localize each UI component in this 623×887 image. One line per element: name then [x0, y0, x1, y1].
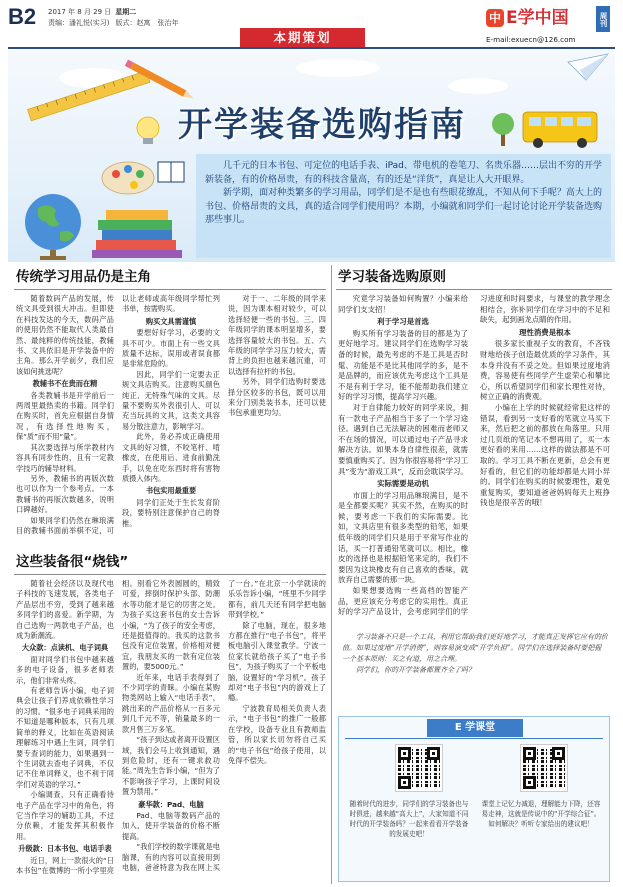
dateline	[48, 8, 136, 17]
paragraph: 除了电脑，现在，很多地方都在推行“电子书包”，将平板电脑引入课堂教学。宁波一位家长就给孩子买了“电子书包”，为孩子购买了一个平板电脑，设置好的“学习机”。孩子却对“电子书包”内的游戏上了瘾。	[228, 620, 326, 703]
title-book-icon	[158, 162, 184, 182]
subheading: 利于学习是首选	[377, 317, 429, 327]
paragraph: 有老师告诉小编，电子词典会让孩子们养成依赖性学习的习惯。“很多电子词典采用的不知道是哪种版本，只有几项简单的释义，比如在英语阅读理解练习中遇上生词，同学们要专查词的能力，如果遇到一个生词就去查电子词典，不仅记不住单词释义，也不利于同学们对英语的学习。”	[16, 686, 114, 789]
paragraph: 此外，务必养成正确使用文具的好习惯，不咬笔杆、啃橡皮，在使用后、进食前勤洗手，以免在吃东西时将有害物质摄入体内。	[122, 432, 220, 483]
paragraph: 另外，教辅书的再版次数也可以作为一个参考点。一本教辅书的再版次数越多，说明口碑越好。	[16, 473, 114, 515]
e-class-rule	[345, 738, 603, 739]
article-expensive-gear	[16, 579, 326, 882]
closing-question: 同学们，你的开学装备都置齐全了吗？	[356, 666, 475, 674]
e-class-box	[338, 716, 610, 882]
intro-paragraph: 几千元的日本书包、可定位的电话手表、iPad、带电机的卷笔刀、名贵乐器……层出不穷的开学新装备，有的价格昂贵，有的科技含量高，有的还是“洋货”，真是让人大开眼界。	[205, 161, 602, 185]
paragraph: 对于一、二年级的同学来说，因为课本相对较少，可以选择轻便一些的书包。三、四年级同学的课本明显增多，要选择容量较大的书包。五、六年级的同学学习压力较大，需背上的负担也越来越沉重，可以选择有拉杆的书包。	[228, 294, 326, 376]
header-rule	[8, 47, 615, 49]
page-number: B2	[8, 4, 37, 29]
e-class-title: E 学课堂	[427, 719, 523, 737]
paragraph: 另外，同学们选购时要选择分区较多的书包，既可以用来分门别类装书本，还可以使书包承重更均匀。	[228, 377, 326, 418]
tree-icon	[492, 113, 514, 146]
qr-code-icon	[396, 745, 442, 791]
closing-paragraph: 学习装备不只是一个工具，利用它帮助我们更好地学习，才能真正发挥它应有的价值。如果过度地“开学消费”，则容易演变成“开学负担”。同学们在选择装备时要把握一个基本原则：买之有道，用之合理。	[342, 633, 608, 663]
qr-code-icon	[521, 745, 567, 791]
closing-note	[342, 632, 608, 712]
paragraph: 究竟学习装备如何购置？小编来给同学们支支招！	[338, 294, 468, 314]
subheading: 教辅书不在贵而在精	[32, 379, 98, 389]
light-bulb-icon	[137, 117, 159, 144]
contact-email: E-mail:exuecn@126.com	[486, 35, 576, 44]
paragraph: Pad、电脑等数码产品的加入，使开学装备的价格不断提高。	[122, 810, 220, 841]
paragraph: 近日，网上一款很火的“日本书包”在微博的一所小学里亮相。别看它外表圆圆的，精致可爱，摔倒时保护头部、防潮水等功能才是它的厉害之处。为孩子买这套书包的女士告诉小编，“为了孩子的安全考虑，还是挺值得的。我买的这款书包没有定位装置，价格相对便宜，我朋友买的一款有定位装置的，要5000元。”	[16, 579, 220, 875]
paragraph: 其次要选择与所学教材内容具有同步性的，且有一定教学技巧的辅导材料。	[16, 442, 114, 473]
qr-finder	[523, 747, 536, 760]
palette-icon	[102, 162, 154, 194]
section-rule	[14, 574, 326, 575]
paragraph: 随着数码产品的发展，传统文具受到很大冲击。但即使在科技发达的今天，数码产品的使用仍然不能取代人类最自然、最纯粹的传统技能，教辅书、文具依旧是开学装备中的主角。那么开学前夕，我们应该如何挑选呢？	[16, 294, 114, 376]
subheading: 书包实用最重要	[145, 486, 197, 496]
paper-plane-icon	[568, 54, 608, 80]
credit-line	[48, 19, 178, 28]
school-bus-icon	[523, 112, 597, 148]
subheading: 豪华款：Pad、电脑	[138, 799, 204, 809]
subheading: 升级款：日本书包、电话手表	[18, 844, 112, 854]
paragraph: 购买所有学习装备的目的都是为了更好地学习。建议同学们在选购学习装备的时候，最先考虑的不是工具是否时髦、功能是不是比其他同学的多，是不是品牌的，而应该优先考虑这个工具是不是有利于学习，能不能帮助我们建立好的学习习惯，提高学习兴趣。	[338, 328, 468, 402]
section-title-principles: 学习装备选购原则	[338, 269, 446, 285]
cloud-icon	[296, 59, 380, 77]
paragraph: 要想好好学习，必要的文具不可少。市面上有一些文具质量不达标，误用或者误食都是非常危险的。	[122, 328, 220, 369]
paragraph: 小编调查，只有正确看待电子产品在学习中的角色，将它当作学习的辅助工具，不过分依赖，才能发挥其积极作用。	[16, 790, 114, 841]
paragraph: 如果想要选购一些高档的智能产品，更应该充分考虑它的实用性。真正好的学习产品设计，会考虑同学们的学习进度和时间要求，与课堂的教学理念相结合，弥补同学们在学习中的不足和缺失，起到画龙点睛的作用。	[338, 294, 610, 617]
subheading: 购买文具需谨慎	[145, 316, 197, 326]
qr-finder	[398, 747, 411, 760]
paragraph: 市面上的学习用品琳琅满目，是不是全都要买呢？其实不然，在购买的时候，要考虑一下我们的实际需要。比如，文具店里有很多类型的铅笔，如果低年级的同学们只是用于平常写作业的话，买一打普通铅笔就可以。相比，橡皮的选择也是根据铅笔来定的，我们不要因为这块橡皮有自己喜欢的香味，就放弃自己需要的那一块。	[338, 490, 468, 585]
article-traditional	[16, 294, 326, 544]
e-class-caption-right: 课堂上记忆力减退，理解能力下降，还容易走神，这就是传说中的“开学综合征”。如何解决？听听专家给出的建议吧！	[481, 800, 601, 828]
layout-credit: 版式：赵寓 张治年	[115, 19, 179, 27]
qr-finder	[427, 747, 440, 760]
section-rule	[336, 289, 612, 290]
page-headline: 开学装备选购指南	[178, 105, 466, 145]
issue-weekday: 星期二	[115, 8, 137, 16]
subheading: 理性消费是根本	[519, 327, 571, 337]
cloud-icon	[448, 78, 508, 94]
paragraph: 宁波教育局相关负责人表示，“电子书包”的推广一般都在学校，设备专业且有教师监管，所以家长切勿将自己买的“电子书包”给孩子使用，以免得不偿失。	[228, 703, 326, 765]
paragraph: 小编在上学的时候就经常犯这样的错误，看到另一支好看的笔就立马买下来，然后把之前的都放在角落里。只用过几页纸的笔记本不想再用了，买一本更好看的来用……这样的做法都是不可取的。学习工具不断在更新，总会有更好看的，但它们的功能却都是大同小异的。同学们在购买的时候要理性，避免重复购买，要知道爸爸妈妈每天上班挣钱也是很辛苦的哦！	[480, 402, 610, 508]
qr-finder	[552, 747, 565, 760]
paragraph: “我们学校的数学课就是电脑课，有的内容可以直接用到电脑，爸爸特意为我在网上买了一台。”在北京一小学就读的乐乐告诉小编，“班里不少同学都有，前几天还有同学把电脑带到学校。”	[122, 579, 326, 872]
subheading: 实际需要是动机	[377, 479, 429, 489]
logo-text: E学中国	[506, 8, 569, 28]
e-class-caption-left: 随着时代的进步，同学们的学习装备也与时俱进，越来越“高大上”，大家知道不同时代的开学装备吗？一起来看看开学装备的发展史吧！	[349, 800, 469, 838]
qr-finder	[523, 776, 536, 789]
subheading: 大众款：点读机、电子词典	[21, 643, 109, 653]
editor-credit: 责编：潘礼悦(实习)	[48, 19, 110, 27]
issue-date: 2017 年 8 月 29 日	[48, 8, 112, 16]
column-divider	[331, 265, 332, 884]
article-principles	[338, 294, 610, 626]
paragraph: 近年来，电话手表得到了不少同学的青睐。小编在某购物类网站上输入“电话手表”，跳出来的产品价格从一百多元到几千元不等，销量最多的一款月售三万多笔。	[122, 672, 220, 734]
logo-weekly-tag: 周刊	[596, 6, 610, 32]
hero-illustration	[8, 50, 615, 262]
paragraph: 同学们正处于生长发育阶段，要特别注意保护自己的脊椎。	[122, 497, 220, 528]
books-icon	[92, 210, 182, 258]
section-title-traditional: 传统学习用品仍是主角	[16, 269, 151, 285]
paragraph: 因此，同学们一定要去正规文具店购买。注意购买颜色纯正、无特殊气味的文具。尽量不要购买外表很引人、可以充当玩具的文具，这类文具容易分散注意力，影响学习。	[122, 369, 220, 431]
paragraph: 面对同学们书包中越来越多的电子设备，很多老师表示，他们非常头疼。	[16, 654, 114, 685]
section-banner: 本期策划	[240, 28, 365, 48]
globe-icon	[25, 194, 81, 260]
section-title-expensive-gear: 这些装备很“烧钱”	[16, 554, 129, 570]
intro-paragraph: 新学期，面对种类繁多的学习用品，同学们是不是也有些眼花缭乱，不知从何下手呢？高大上的书包、价格昂贵的文具，真的适合同学们使用吗？本期，小编就和同学们一起讨论讨论开学装备选购那些事儿。	[205, 188, 602, 226]
paragraph: 各类教辅书是开学前后一两周里最热卖的书籍。同学们在购买时，首先应根据自身情况，有选择性地购买，保“质”而不用“量”。	[16, 390, 114, 442]
paragraph: 很多家长重视子女的教育，不吝钱财地给孩子创造最优质的学习条件，其本身并没有不妥之处。但如果过度地消费，容易使有些同学产生虚荣心和攀比心，所以希望同学们和家长理性对待，树立正确的消费观。	[480, 339, 610, 402]
qr-finder	[398, 776, 411, 789]
intro-box	[196, 154, 611, 258]
section-rule	[14, 289, 326, 290]
paragraph: 如果同学们仍然在琳琅满目的教辅书面前举棋不定，可以让老师或高年级同学帮忙列书单，按需购买。	[16, 294, 220, 535]
paragraph: “孩子到达或者离开设置区域，我们会马上收到通知，遇到危险时，还有一键求救功能。”周先生告诉小编，“但为了不影响孩子学习，上课时间设置为禁用。”	[122, 735, 220, 797]
paragraph: 对于自律能力较好的同学来说，拥有一款电子产品相当于多了一个学习途径。遇到自己无法解决的困难而老师又不在场的情况，可以通过电子产品寻求解决方法。如果本身自律性很差，就需要慎重购买了。因为你很容易将“学习工具”变为“游戏工具”，反而会耽误学习。	[338, 402, 468, 476]
logo-mark: 中	[486, 9, 504, 27]
paragraph: 随着社会经济以及现代电子科技的飞速发展，各类电子产品层出不穷，受到了越来越多同学们的喜爱。新学期，为自己选购一两款电子产品，也成为新潮流。	[16, 579, 114, 641]
